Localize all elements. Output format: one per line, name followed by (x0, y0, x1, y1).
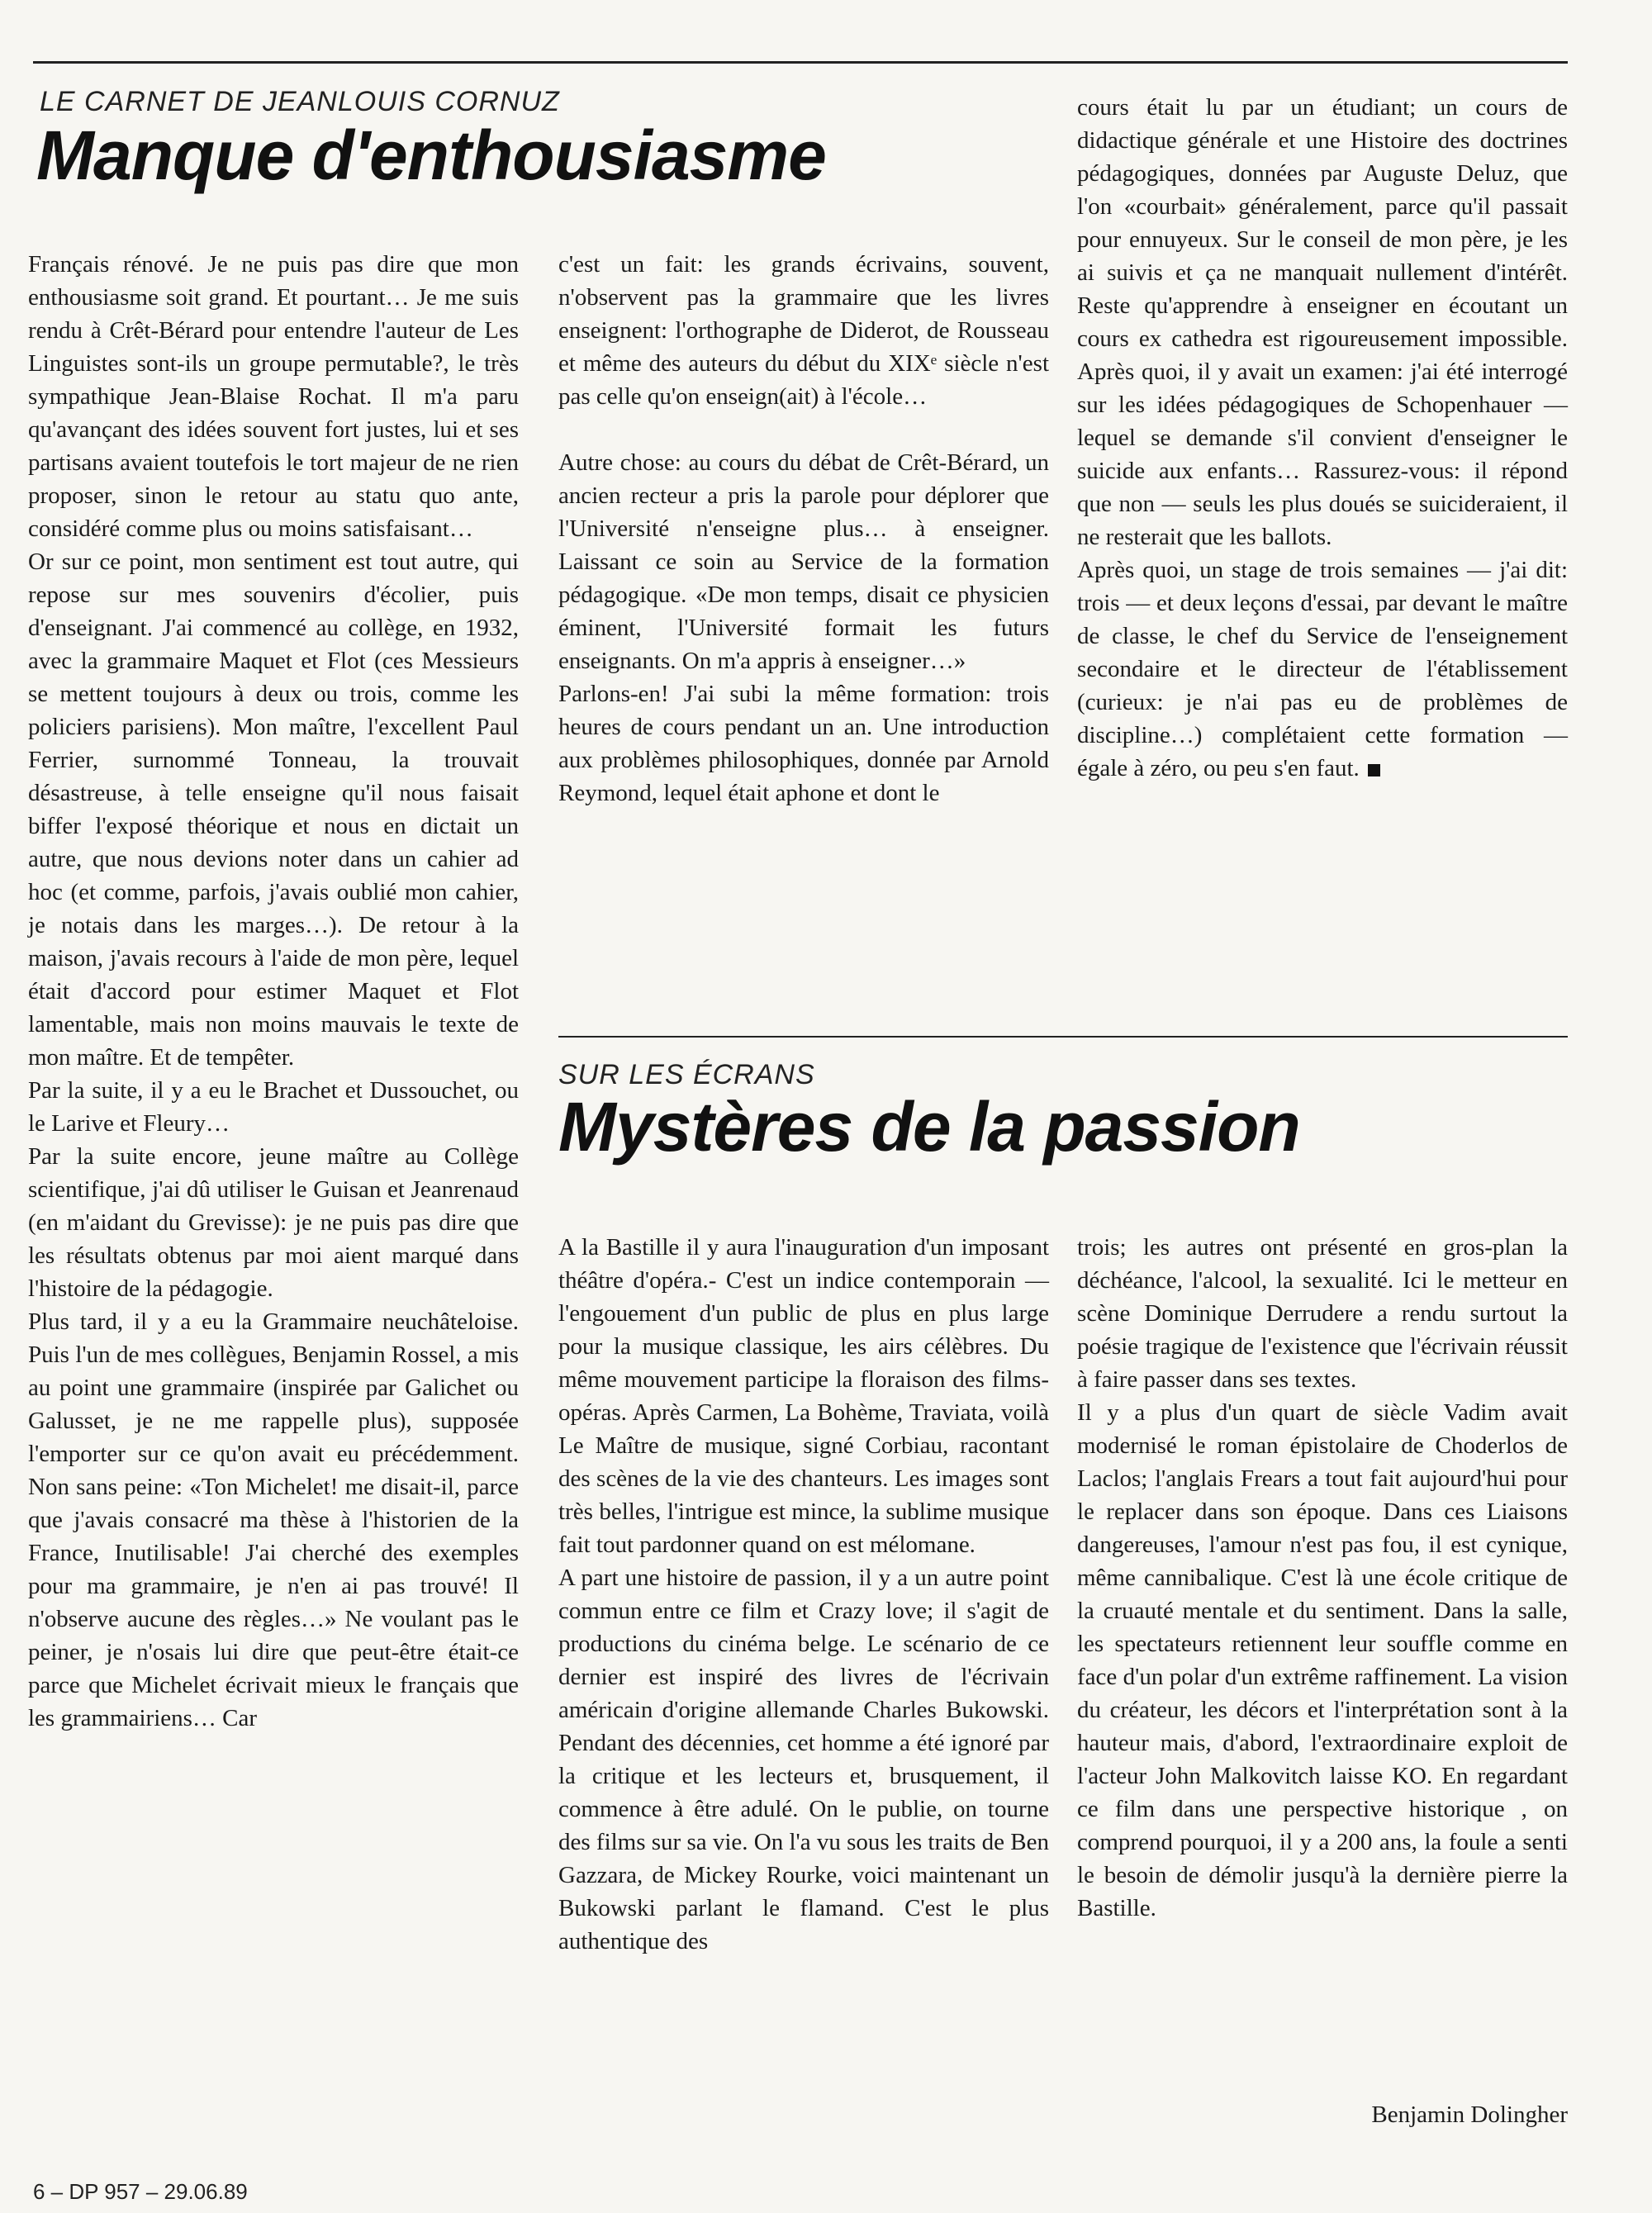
article2-paragraph: Il y a plus d'un quart de siècle Vadim avait modernisé le roman épistolaire de Choderlos de Laclos; l'anglais Frears a tout fait aujourd'hui pour le replacer dans son époque. Dans ces Liaisons dangereuses, l'amour n'est pas fou, il est cynique, même cannibalique. C'est là une école critique de la cruauté mentale et du sentiment. Dans la salle, les spectateurs retiennent leur souffle comme en face d'un polar d'un extrême raffinement. La vision du créateur, les décors et l'interprétation sont à la hauteur mais, d'abord, l'extraordinaire exploit de l'acteur John Malkovitch laisse KO. En regardant ce film dans une perspective historique , on comprend pourquoi, il y a 200 ans, la foule a senti le besoin de démolir jusqu'à la dernière pierre la Bastille. (1077, 1399, 1568, 1921)
article2-rule (558, 1036, 1568, 1038)
article1-column-3 (1077, 91, 1568, 785)
article2-paragraph: A part une histoire de passion, il y a un autre point commun entre ce film et Crazy love; il s'agit de productions du cinéma belge. Le scénario de ce dernier est inspiré des livres de l'écrivain américain d'origine allemande Charles Bukowski. Pendant des décennies, cet homme a été ignoré par la critique et les lecteurs et, brusquement, il commence à être adulé. On le publie, on tourne des films sur sa vie. On l'a vu sous les traits de Ben Gazzara, de Mickey Rourke, voici maintenant un Bukowski parlant le flamand. C'est le plus authentique des (558, 1565, 1050, 1954)
article1-paragraph: Par la suite, il y a eu le Brachet et Dussouchet, ou le Larive et Fleury… (28, 1077, 519, 1137)
article1-paragraph: Parlons-en! J'ai subi la même formation: trois heures de cours pendant un an. Une introduction aux problèmes philosophiques, donnée par Arnold Reymond, lequel était aphone et dont le (558, 681, 1049, 806)
article1-column-1 (28, 248, 519, 1735)
article1-paragraph: cours était lu par un étudiant; un cours de didactique générale et une Histoire des doctrines pédagogiques, données par Auguste Deluz, que l'on «courbait» généralement, parce qu'il passait pour ennuyeux. Sur le conseil de mon père, je les ai suivis et ça ne manquait nullement d'intérêt. Reste qu'apprendre à enseigner en écoutant un cours ex cathedra est rigoureusement impossible. Après quoi, il y avait un examen: j'ai été interrogé sur les idées pédagogiques de Schopenhauer — lequel se demande s'il convient d'enseigner le suicide aux enfants… Rassurez-vous: il répond que non — seuls les plus doués se suicideraient, il ne resterait que les ballots. (1077, 94, 1568, 550)
article1-paragraph: Plus tard, il y a eu la Grammaire neuchâteloise. Puis l'un de mes collègues, Benjamin Rossel, a mis au point une grammaire (inspirée par Galichet ou Galusset, je ne me rappelle plus), supposée l'emporter sur ce qu'on avait eu précédemment. Non sans peine: «Ton Michelet! me disait-il, parce que j'avais consacré ma thèse à l'historien de la France, Inutilisable! J'ai cherché des exemples pour ma grammaire, je n'en ai pas trouvé! Il n'observe aucune des règles…» Ne voulant pas le peiner, je n'osais lui dire que peut-être était-ce parce que Michelet écrivait mieux le français que les grammairiens… Car (28, 1308, 519, 1731)
article1-paragraph (1077, 553, 1568, 785)
article1-paragraph: Par la suite encore, jeune maître au Collège scientifique, j'ai dû utiliser le Guisan et Jeanrenaud (en m'aidant du Grevisse): je ne puis pas dire que les résultats obtenus par moi aient marqué dans l'histoire de la pédagogie. (28, 1143, 519, 1302)
article1-paragraph: Or sur ce point, mon sentiment est tout autre, qui repose sur mes souvenirs d'écolier, puis d'enseignant. J'ai commencé au collège, en 1932, avec la grammaire Maquet et Flot (ces Messieurs se mettent toujours à deux ou trois, comme les policiers parisiens). Mon maître, l'excellent Paul Ferrier, surnommé Tonneau, la trouvait désastreuse, à telle enseigne qu'il nous faisait biffer l'exposé théorique et nous en dictait un autre, que nous devions noter dans un cahier ad hoc (et comme, parfois, j'avais oublié mon cahier, je notais dans les marges…). De retour à la maison, j'avais recours à l'aide de mon père, lequel était d'accord pour estimer Maquet et Flot lamentable, mais non moins mauvais le texte de mon maître. Et de tempêter. (28, 549, 519, 1071)
top-rule (33, 61, 1568, 64)
article1-paragraph: c'est un fait: les grands écrivains, souvent, n'observent pas la grammaire que les livres enseignent: l'orthographe de Diderot, de Rousseau et même des auteurs du début du XIXᵉ siècle n'est pas celle qu'on enseign(ait) à l'école… (558, 251, 1049, 410)
article2-paragraph: trois; les autres ont présenté en gros-plan la déchéance, l'alcool, la sexualité. Ici le metteur en scène Dominique Derrudere a rendu surtout la poésie tragique de l'existence que l'écrivain réussit à faire passer dans ses textes. (1077, 1234, 1568, 1393)
article1-column-2 (558, 248, 1049, 810)
article1-last-paragraph-text: Après quoi, un stage de trois semaines — j'ai dit: trois — et deux leçons d'essai, par devant le maître de classe, le chef du Service de l'enseignement secondaire et le directeur de l'établissement (curieux: je n'ai pas eu de problèmes de discipline…) complétaient cette formation — égale à zéro, ou peu s'en faut. (1077, 557, 1568, 781)
article1-paragraph: Autre chose: au cours du débat de Crêt-Bérard, un ancien recteur a pris la parole pour déplorer que l'Université n'enseigne plus… à enseigner. Laissant ce soin au Service de la formation pédagogique. «De mon temps, disait ce physicien éminent, l'Université formait les futurs enseignants. On m'a appris à enseigner…» (558, 449, 1049, 674)
page-footer: 6 – DP 957 – 29.06.89 (33, 2179, 248, 2204)
article1-paragraph: Français rénové. Je ne puis pas dire que mon enthousiasme soit grand. Et pourtant… Je me suis rendu à Crêt-Bérard pour entendre l'auteur de Les Linguistes sont-ils un groupe permutable?, le très sympathique Jean-Blaise Rochat. Il m'a paru qu'avançant des idées souvent fort justes, lui et ses partisans avaient toutefois le tort majeur de ne rien proposer, sinon le retour au statu quo ante, considéré comme plus ou moins satisfaisant… (28, 251, 519, 542)
article2-signature: Benjamin Dolingher (1371, 2101, 1568, 2128)
end-of-article-mark (1368, 764, 1380, 776)
article2-column-2 (1077, 1231, 1568, 1925)
article2-paragraph: A la Bastille il y aura l'inauguration d'un imposant théâtre d'opéra.- C'est un indice contemporain — l'engouement d'un public de plus en plus large pour la musique classique, les airs célèbres. Du même mouvement participe la floraison des films-opéras. Après Carmen, La Bohème, Traviata, voilà Le Maître de musique, signé Corbiau, racontant des scènes de la vie des chanteurs. Les images sont très belles, l'intrigue est mince, la sublime musique fait tout pardonner quand on est mélomane. (558, 1234, 1049, 1558)
article2-kicker: SUR LES ÉCRANS (558, 1059, 815, 1090)
article1-kicker: LE CARNET DE JEANLOUIS CORNUZ (40, 86, 560, 117)
article2-column-1 (558, 1231, 1049, 1958)
article1-title: Manque d'enthousiasme (36, 116, 826, 194)
article2-title: Mystères de la passion (558, 1088, 1300, 1166)
